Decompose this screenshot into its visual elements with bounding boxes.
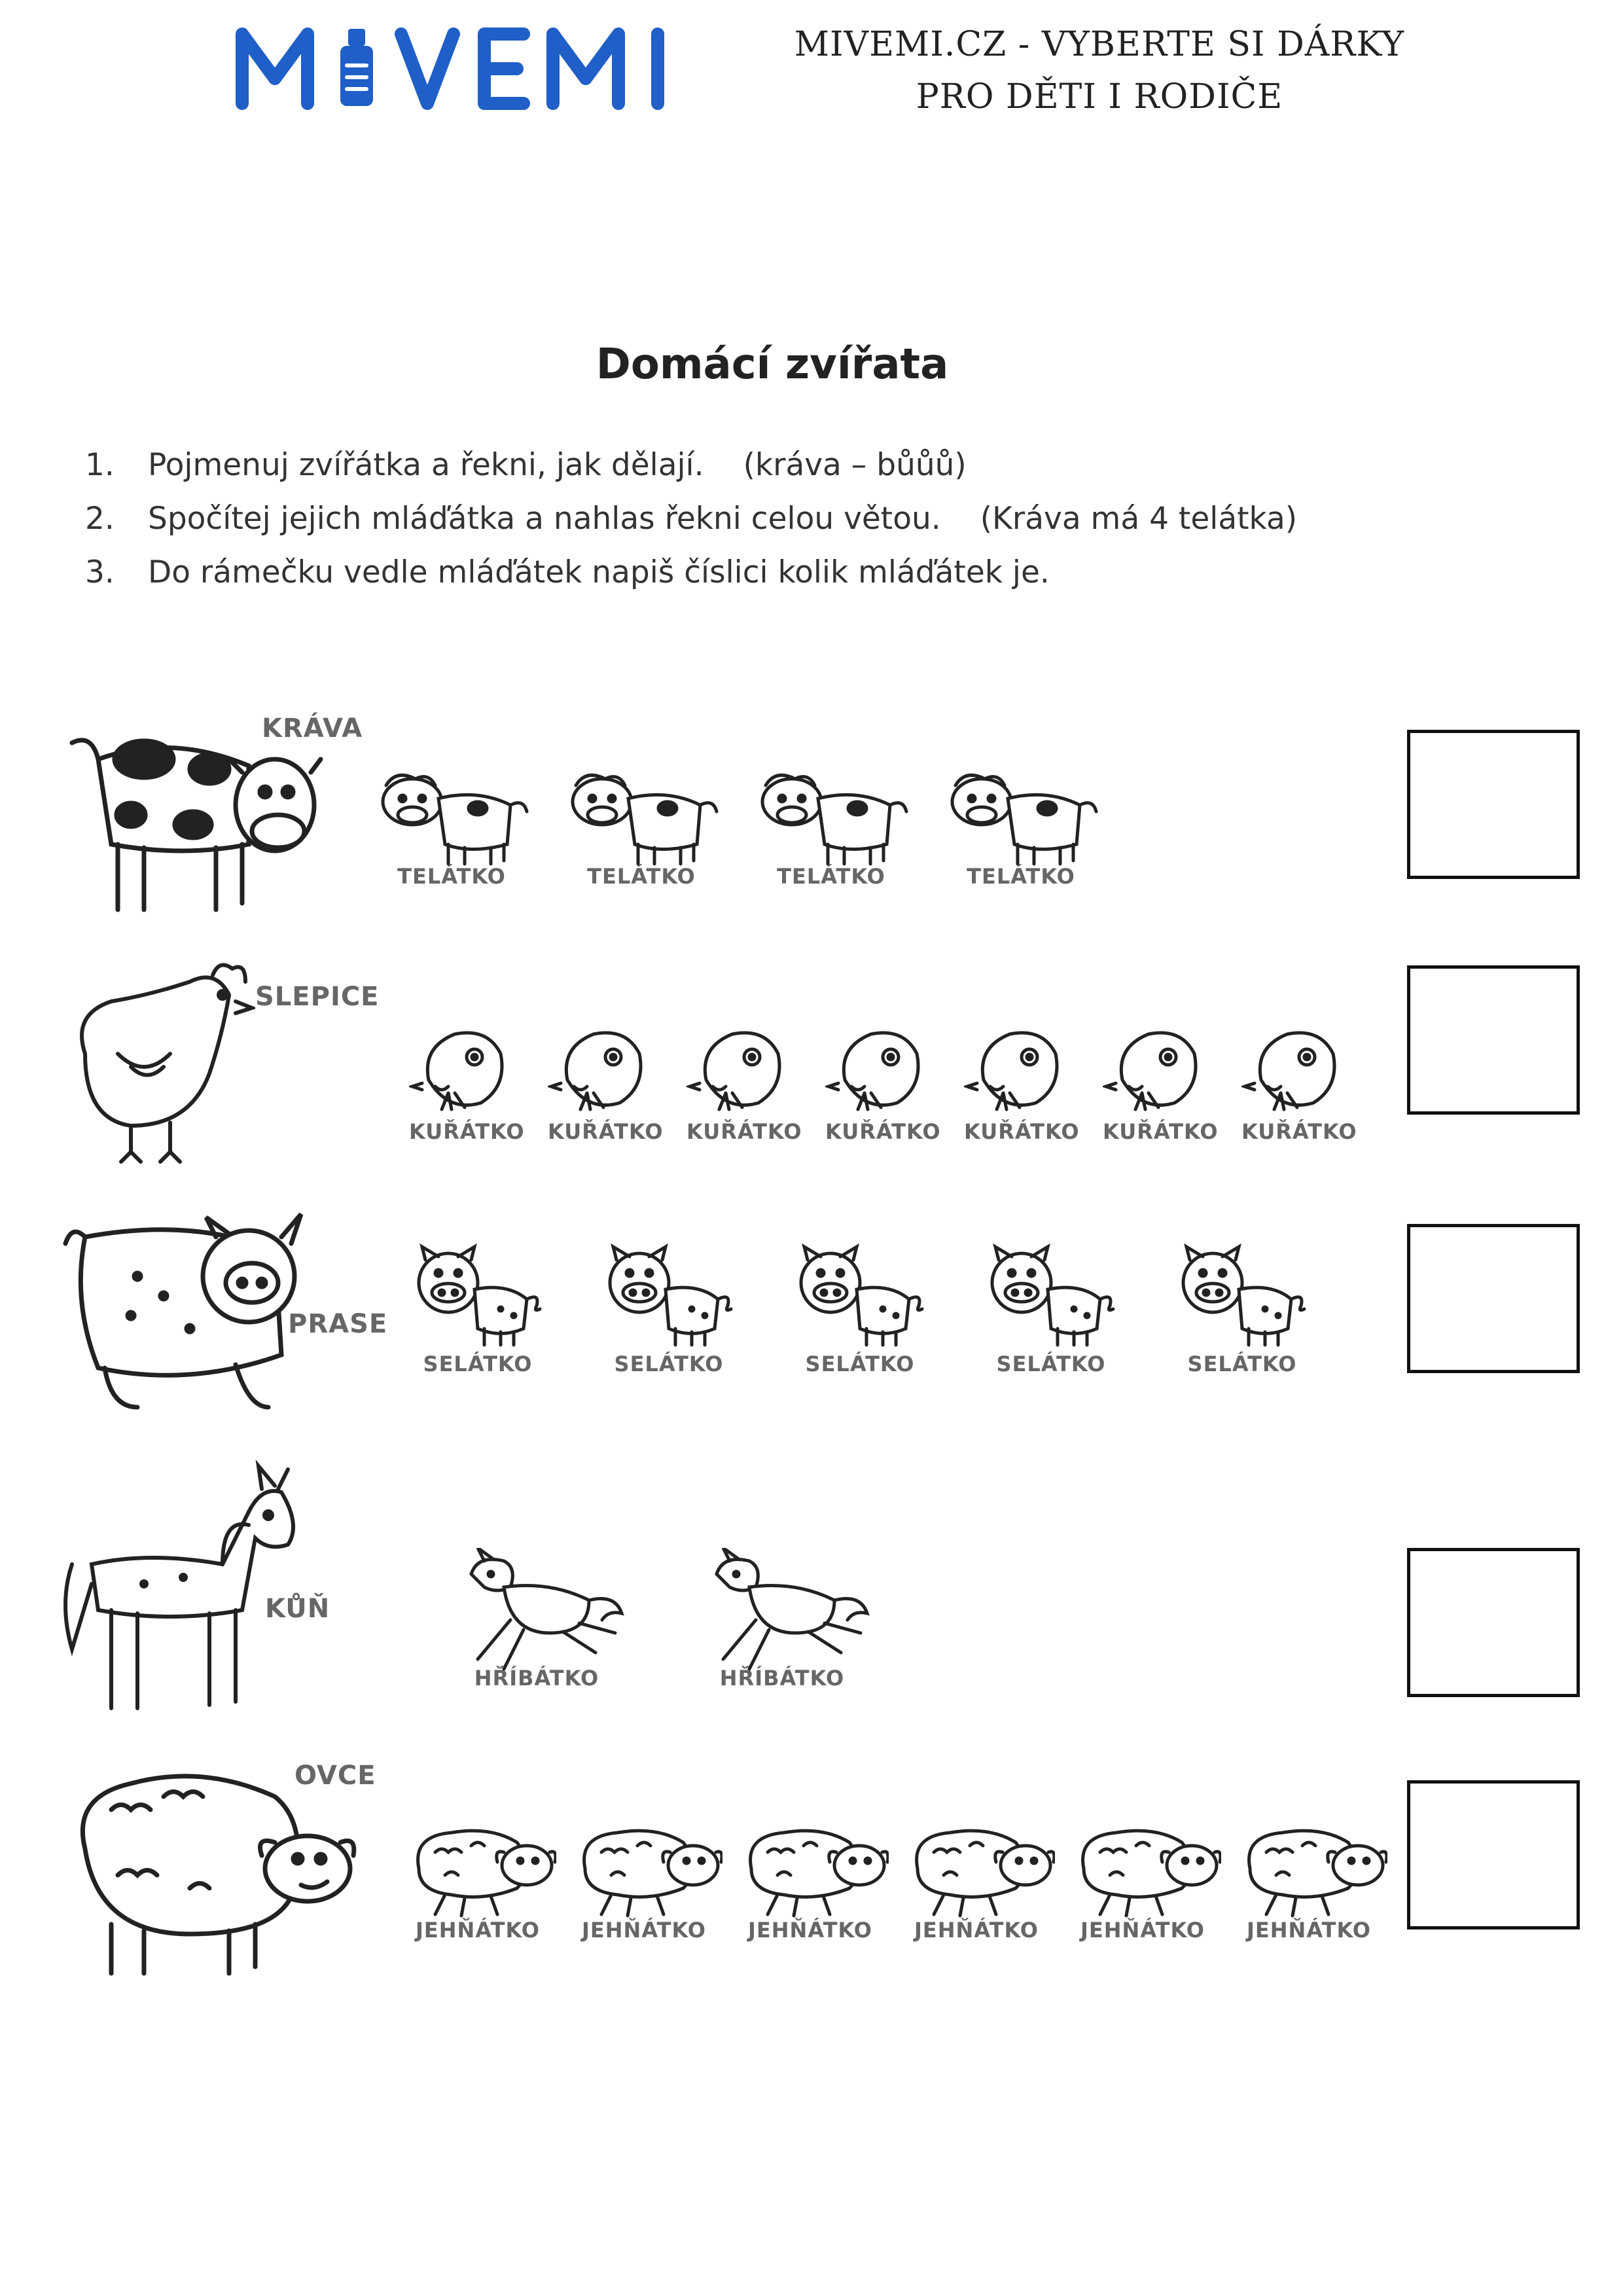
instruction-item [85,546,1459,600]
baby-animal [791,1244,929,1376]
chick-icon [548,1021,659,1119]
baby-label: SELÁTKO [1187,1352,1297,1376]
baby-label: JEHŇÁTKO [748,1918,872,1943]
lamb-icon [1230,1816,1387,1921]
chick-icon [687,1021,798,1119]
instruction-example: (Kráva má 4 telátka) [980,501,1298,537]
baby-animal [982,1244,1120,1376]
animal-row-sheep [0,1744,1623,1993]
baby-animal [964,1021,1080,1144]
lamb-icon [1064,1816,1221,1921]
instruction-text: Spočítej jejich mláďátka a nahlas řekni celou větou. [148,501,941,537]
baby-animal [687,1021,802,1144]
baby-label: KUŘÁTKO [687,1119,802,1144]
animal-row-hen [0,942,1623,1178]
sheep-icon [59,1757,360,1986]
chick-icon [1241,1021,1353,1119]
foal-icon [684,1548,880,1679]
baby-animal [563,759,720,889]
instruction-number: 1. [85,447,115,483]
baby-label: KUŘÁTKO [825,1119,941,1144]
baby-label: JEHŇÁTKO [914,1918,1039,1943]
baby-animal [1103,1021,1219,1144]
instructions-list [85,439,1459,600]
count-answer-box[interactable] [1407,965,1580,1115]
instruction-item [85,492,1459,546]
instruction-text: Do rámečku vedle mláďátek napiš číslici kolik mláďátek je. [148,554,1050,590]
horse-icon [52,1453,314,1721]
baby-animal [1230,1816,1387,1943]
baby-animal [1173,1244,1311,1376]
baby-animal [732,1816,889,1943]
piglet-icon [982,1244,1120,1348]
instruction-example: (kráva – bůůů) [743,447,967,483]
piglet-icon [791,1244,929,1348]
instruction-number: 3. [85,554,115,590]
lamb-icon [399,1816,556,1921]
chick-icon [825,1021,936,1119]
header-tagline [772,18,1427,123]
baby-label: JEHŇÁTKO [582,1918,706,1943]
calf-icon [753,759,910,870]
piglet-icon [1173,1244,1311,1348]
baby-label: SELÁTKO [996,1352,1106,1376]
baby-label: KUŘÁTKO [964,1119,1080,1144]
adult-label: OVCE [294,1761,376,1791]
logo-wordmark [232,20,710,115]
baby-label: KUŘÁTKO [1241,1119,1357,1144]
baby-animal [409,1244,546,1376]
piglet-icon [600,1244,738,1348]
count-answer-box[interactable] [1407,1224,1580,1373]
lamb-icon [732,1816,889,1921]
lamb-icon [565,1816,722,1921]
calf-icon [563,759,720,870]
count-answer-box[interactable] [1407,1780,1580,1929]
count-answer-box[interactable] [1407,730,1580,879]
baby-label: TELÁTKO [397,864,506,889]
page-title: Domácí zvířata [596,340,949,389]
adult-label: PRASE [288,1309,388,1339]
chick-icon [409,1021,520,1119]
baby-label: SELÁTKO [423,1352,533,1376]
animal-row-horse [0,1450,1623,1725]
foal-icon [438,1548,635,1679]
baby-animal [1064,1816,1221,1943]
adult-label: KŮŇ [265,1594,330,1624]
baby-animal [753,759,910,889]
baby-label: KUŘÁTKO [548,1119,664,1144]
baby-animal [438,1548,635,1691]
instruction-text: Pojmenuj zvířátka a řekni, jak dělají. [148,447,704,483]
calf-icon [373,759,530,870]
baby-animal [548,1021,664,1144]
chick-icon [964,1021,1075,1119]
adult-label: SLEPICE [255,982,380,1012]
tagline-line-2: PRO DĚTI I RODIČE [916,77,1283,117]
baby-label: TELÁTKO [777,864,885,889]
baby-animal [373,759,530,889]
baby-label: KUŘÁTKO [409,1119,525,1144]
baby-animal [684,1548,880,1691]
baby-label: JEHŇÁTKO [416,1918,540,1943]
animal-row-cow [0,700,1623,923]
baby-animal [409,1021,525,1144]
chick-icon [1103,1021,1214,1119]
mivemi-logo[interactable] [232,20,710,115]
baby-label: SELÁTKO [614,1352,724,1376]
baby-animal [1241,1021,1357,1144]
adult-label: KRÁVA [262,713,363,744]
baby-animal [399,1816,556,1943]
baby-animal [600,1244,738,1376]
baby-label: TELÁTKO [967,864,1075,889]
instruction-number: 2. [85,501,115,537]
count-answer-box[interactable] [1407,1548,1580,1697]
instruction-item [85,439,1459,492]
baby-label: HŘÍBÁTKO [719,1666,845,1691]
hen-icon [59,956,255,1172]
baby-animal [825,1021,941,1144]
baby-label: HŘÍBÁTKO [474,1666,599,1691]
animal-row-pig [0,1185,1623,1433]
baby-label: KUŘÁTKO [1103,1119,1219,1144]
baby-animal [565,1816,722,1943]
calf-icon [942,759,1099,870]
baby-label: TELÁTKO [587,864,696,889]
baby-label: JEHŇÁTKO [1080,1918,1205,1943]
lamb-icon [898,1816,1055,1921]
piglet-icon [409,1244,546,1348]
tagline-line-1: MIVEMI.CZ - VYBERTE SI DÁRKY [794,25,1405,64]
baby-label: SELÁTKO [805,1352,915,1376]
baby-label: JEHŇÁTKO [1247,1918,1371,1943]
baby-animal [898,1816,1055,1943]
baby-animal [942,759,1099,889]
